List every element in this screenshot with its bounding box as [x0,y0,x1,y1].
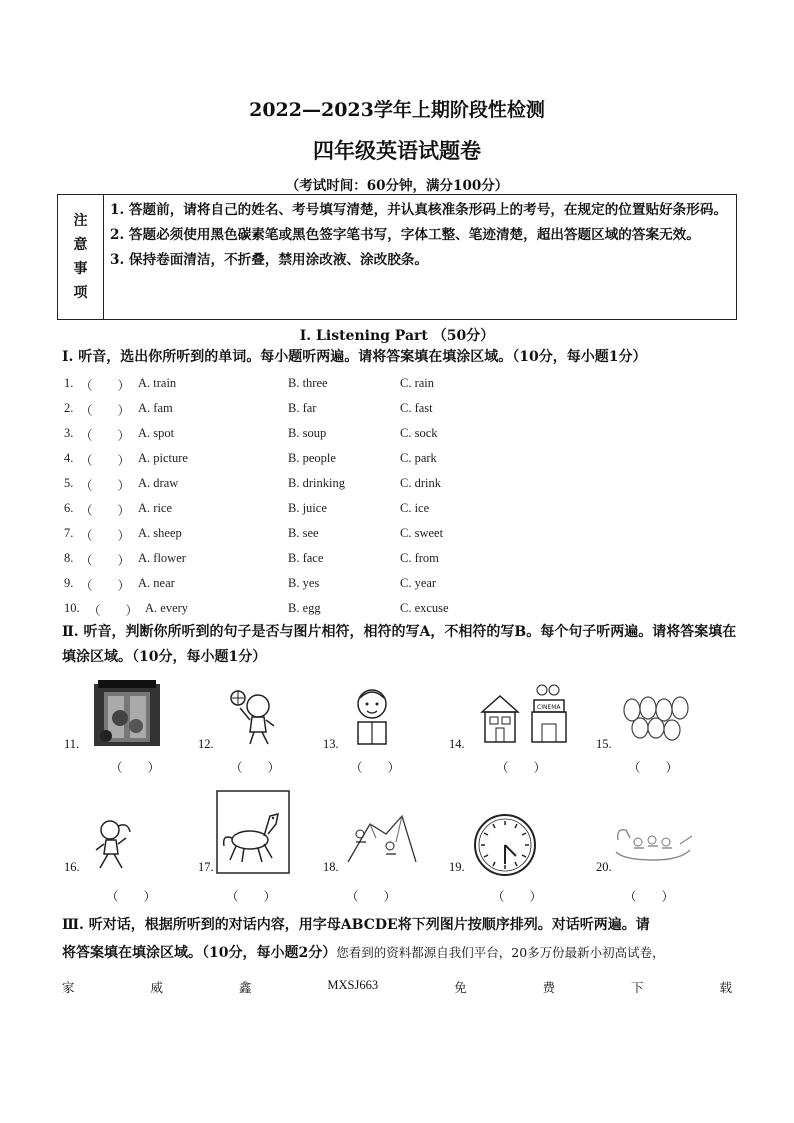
eggs-icon [620,694,690,742]
notice-label-char: 事 [73,261,88,277]
exam-title: 2022—2023学年上期阶段性检测 [249,99,545,121]
option-a: A. spot [138,426,175,440]
answer-paren[interactable]: （ ） [80,529,131,543]
answer-paren[interactable]: （ ） [80,454,131,468]
option-b: B. egg [288,601,321,615]
inline-note: 您看到的资料都源自我们平台，20多万份最新小初高试卷， [336,945,665,960]
notice-item: 2. 答题必须使用黑色碳素笔或黑色签字笔书写，字体工整、笔迹清楚，超出答题区域的答案无效。 [110,227,700,243]
option-b: B. face [288,551,324,565]
girl-running-icon [92,818,134,872]
notice-item: 1. 答题前，请将自己的姓名、考号填写清楚，并认真核准条形码上的考号，在规定的位置贴好条形码。 [110,202,728,218]
part-title: I. Listening Part （50分） [299,328,495,344]
option-c: C. year [400,576,437,590]
option-c: C. park [400,451,437,465]
footer-word: 下 [631,980,644,995]
question-number: 4. [64,451,74,465]
notice-box [57,194,737,320]
horse-icon [216,790,290,874]
footer-word: 威 [150,980,163,995]
exam-info: （考试时间：60分钟，满分100分） [285,178,509,194]
option-b: B. far [288,401,317,415]
footer-word: 家 [62,980,75,995]
answer-paren[interactable]: （ ） [496,760,547,775]
answer-paren[interactable]: （ ） [80,554,131,568]
picture-number: 18. [323,860,339,874]
answer-paren[interactable]: （ ） [624,889,675,904]
answer-paren[interactable]: （ ） [80,579,131,593]
question-number: 7. [64,526,74,540]
answer-paren[interactable]: （ ） [346,889,397,904]
notice-item: 3. 保持卷面清洁，不折叠，禁用涂改液、涂改胶条。 [110,252,428,268]
option-a: A. near [138,576,175,590]
option-c: C. drink [400,476,441,490]
option-a: A. rice [138,501,173,515]
footer-line [62,978,732,996]
question-number: 6. [64,501,74,515]
option-a: A. sheep [138,526,182,540]
answer-paren[interactable]: （ ） [226,889,277,904]
option-b: B. three [288,376,328,390]
option-a: A. flower [138,551,186,565]
question-number: 5. [64,476,74,490]
option-a: A. fam [138,401,173,415]
answer-paren[interactable]: （ ） [350,760,401,775]
option-c: C. sock [400,426,438,440]
exam-subtitle: 四年级英语试题卷 [313,138,481,163]
question-number: 3. [64,426,74,440]
question-number: 1. [64,376,74,390]
picture-number: 20. [596,860,612,874]
option-c: C. excuse [400,601,449,615]
boy-reading-icon [350,686,394,746]
answer-paren[interactable]: （ ） [230,760,281,775]
option-c: C. fast [400,401,433,415]
notice-items [104,195,736,319]
section2-title: Ⅱ. 听音，判断你所听到的句子是否与图片相符，相符的写A，不相符的写B。每个句子听两遍。请将答案填在填涂区域。（10分，每小题1分） [62,624,737,665]
picture-number: 16. [64,860,80,874]
dragon-boat-icon [614,822,694,866]
option-a: A. every [145,601,189,615]
footer-word: 载 [719,980,732,995]
answer-paren[interactable]: （ ） [492,889,543,904]
footer-word: MXSJ663 [327,978,379,992]
notice-label-char: 项 [73,285,88,301]
section3-title-line2 [62,940,665,966]
question-number: 9. [64,576,74,590]
clock-icon [472,812,538,878]
option-b: B. drinking [288,476,345,490]
answer-paren[interactable]: （ ） [80,429,131,443]
option-c: C. rain [400,376,435,390]
picture-number: 14. [449,737,465,751]
notice-label-char: 意 [73,237,88,253]
house-and-cinema-icon [476,682,572,746]
option-b: B. yes [288,576,320,590]
option-c: C. ice [400,501,430,515]
picture-number: 19. [449,860,465,874]
section3-title: Ⅲ. 听对话，根据所听到的对话内容，用字母ABCDE将下列图片按顺序排列。对话听两遍。请 [62,917,650,933]
answer-paren[interactable]: （ ） [110,760,161,775]
footer-word: 鑫 [238,980,252,995]
question-number: 8. [64,551,74,565]
answer-paren[interactable]: （ ） [80,404,131,418]
answer-paren[interactable]: （ ） [80,504,131,518]
svg-text:CINEMA: CINEMA [537,704,561,711]
option-c: C. sweet [400,526,444,540]
option-c: C. from [400,551,439,565]
picture-number: 15. [596,737,612,751]
boy-playing-ball-icon [228,686,280,746]
picture-number: 13. [323,737,339,751]
festival-door-icon [92,678,162,748]
notice-label [58,195,104,319]
answer-paren[interactable]: （ ） [88,604,139,618]
option-a: A. train [138,376,177,390]
section3-title-end: 将答案填在填涂区域。（10分，每小题2分） [62,945,337,961]
footer-word: 免 [454,980,467,995]
picture-number: 17. [198,860,214,874]
question-number: 10. [64,601,80,615]
option-a: A. draw [138,476,179,490]
mountain-climbing-icon [346,812,418,864]
section1-title: I. 听音，选出你所听到的单词。每小题听两遍。请将答案填在填涂区域。（10分，每小题1分） [62,349,647,365]
option-b: B. soup [288,426,327,440]
option-b: B. people [288,451,336,465]
option-a: A. picture [138,451,188,465]
footer-word: 费 [542,980,556,995]
answer-paren[interactable]: （ ） [106,889,157,904]
picture-number: 11. [64,737,80,751]
question-number: 2. [64,401,74,415]
notice-label-char: 注 [73,213,88,229]
answer-paren[interactable]: （ ） [80,379,131,393]
picture-number: 12. [198,737,214,751]
answer-paren[interactable]: （ ） [80,479,131,493]
answer-paren[interactable]: （ ） [628,760,679,775]
option-b: B. juice [288,501,327,515]
option-b: B. see [288,526,319,540]
